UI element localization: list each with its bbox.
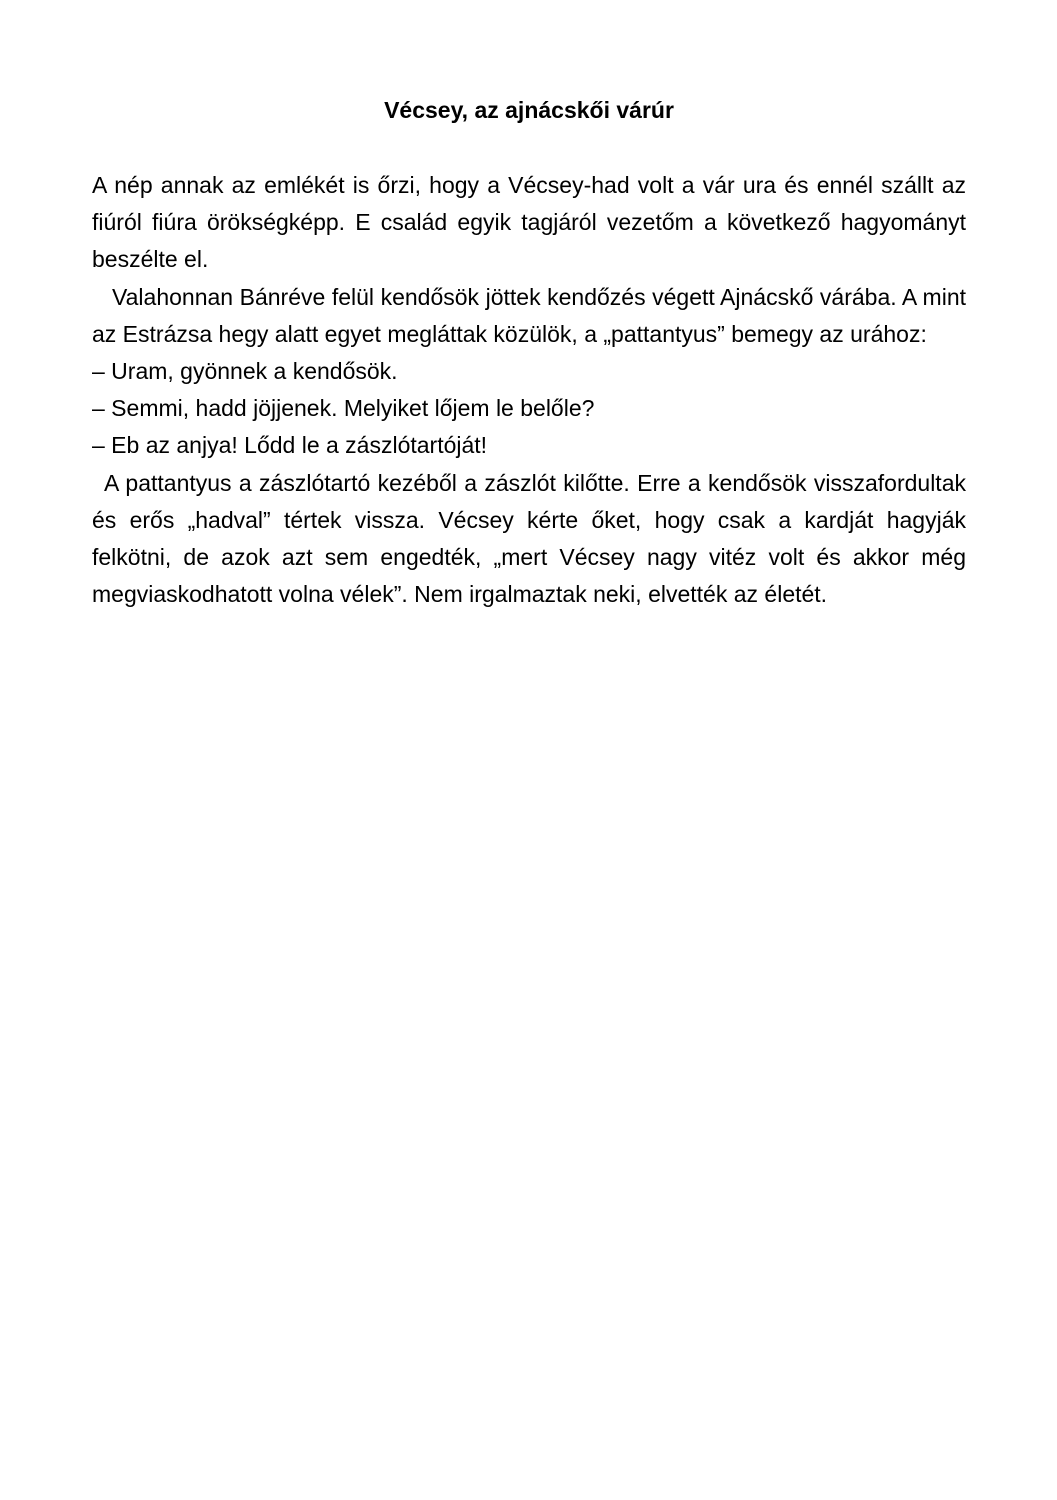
paragraph-story: Valahonnan Bánréve felül kendősök jöttek kendőzés végett Ajnácskő várába. A mint az Estrázsa hegy alatt egyet megláttak közülök, a „pattantyus” bemegy az urához: — [92, 283, 966, 347]
document-title: Vécsey, az ajnácskői várúr — [384, 97, 674, 123]
dialogue-line: – Semmi, hadd jöjjenek. Melyiket lőjem le belőle? — [92, 395, 595, 422]
dialogue-line: – Eb az anjya! Lődd le a zászlótartóját! — [92, 432, 488, 459]
dialogue-line: – Uram, gyönnek a kendősök. — [92, 358, 398, 385]
paragraph-ending: A pattantyus a zászlótartó kezéből a zászlót kilőtte. Erre a kendősök visszafordultak és erős „hadval” tértek vissza. Vécsey kérte őket, hogy csak a kardját hagyják felkötni, de azok azt sem engedték, „mert Vécsey nagy vitéz volt és akkor még megviaskodhatott volna vélek”. Nem irgalmaztak neki, elvették az életét. — [92, 469, 966, 608]
paragraph-intro: A nép annak az emlékét is őrzi, hogy a Vécsey-had volt a vár ura és ennél szállt az fiúról fiúra örökségképp. E család egyik tagjáról vezetőm a következő hagyományt beszélte el. — [92, 172, 966, 273]
document-body — [92, 167, 966, 613]
document-page — [92, 92, 966, 613]
